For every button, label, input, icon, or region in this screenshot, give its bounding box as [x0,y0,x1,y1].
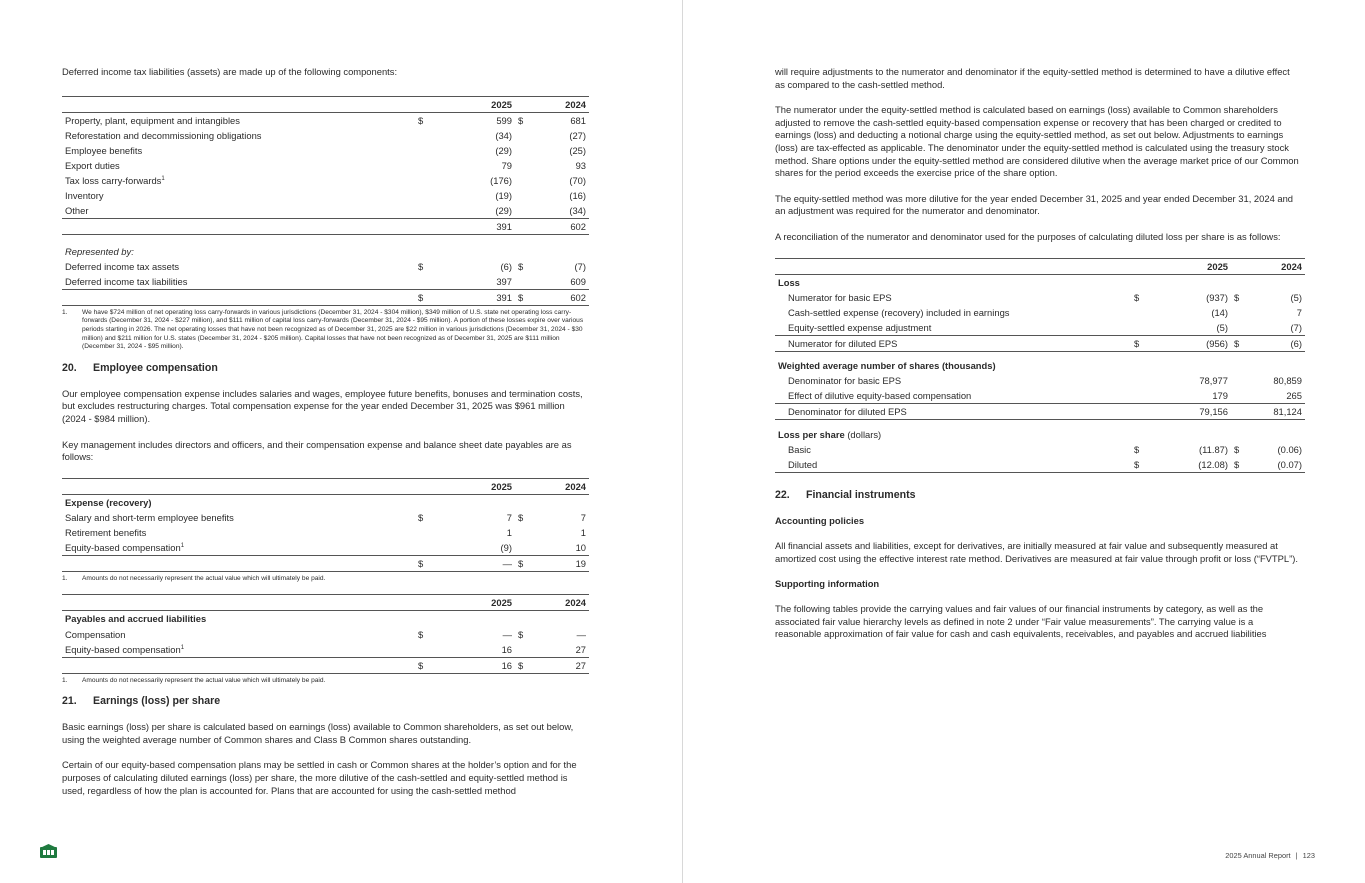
right-page [683,0,1365,883]
table-row: Employee benefits (29) (25) [65,144,586,156]
right-column [775,66,1302,654]
footnote: 1. Amounts do not necessarily represent the actual value which will ultimately be paid. [62,676,326,684]
year-header: 2025 [433,478,515,494]
table-row: Salary and short-term employee benefits $ 7 $ 7 [65,511,586,523]
left-column [62,66,589,810]
table-row: Expense (recovery) [65,496,152,508]
table-row: Equity-based compensation$^1$ 16 27 [65,643,586,655]
left-page [0,0,682,883]
subheading: Accounting policies [775,515,865,527]
year-header: 2024 [533,595,589,611]
table-row: Retirement benefits 1 1 [65,526,586,538]
section-heading: 20. Employee compensation [62,361,218,374]
paragraph: All financial assets and liabilities, except for derivatives, are initially measured at fair value and subsequently measured at amortized cost using the effective interest rate method. Derivatives are measured at fair value through profit or loss (“FVTPL”). [775,540,1298,564]
footnote-marker: 1 [180,542,185,549]
table-total-row: $ — $ 19 [62,555,589,571]
table-total-row: $ 16 $ 27 [62,657,589,673]
page-footer [1225,851,1315,860]
footnote-marker: 1 [161,175,165,182]
paragraph: Our employee compensation expense includes salaries and wages, employee future benefits, bonuses and termination costs, but excludes restructuring charges. Total compensation expense for the year ended December 31, 2025 was $961 million (2024 - $984 million). [62,387,583,424]
table-row: Payables and accrued liabilities [65,613,207,625]
table-row: Denominator for basic EPS 78,977 80,859 [788,375,1302,387]
table-row: Numerator for basic EPS $ (937) $ (5) [788,291,1302,303]
table-total-row: Denominator for diluted EPS 79,156 81,124 [775,404,1305,420]
table-row: Other (29) (34) [65,205,586,217]
year-header: 2024 [533,478,589,494]
page-number: 123 [1302,851,1315,860]
year-header: 2024 [533,96,589,112]
table-row: Tax loss carry-forwards$^1$ (176) (70) [65,174,586,186]
year-header: 2025 [1149,258,1231,274]
compensation-expense-table [62,478,589,572]
footnote-marker: 1 [180,644,185,651]
table-row: Equity-settled expense adjustment (5) (7) [788,321,1302,333]
paragraph: The equity-settled method was more dilutive for the year ended December 31, 2025 and year ended December 31, 2024 and an adjustment was required for the numerator and denominator. [775,192,1294,217]
table-row: Basic $ (11.87) $ (0.06) [788,444,1302,456]
footer-separator: | [1295,851,1298,860]
year-header: 2024 [1249,258,1305,274]
paragraph: will require adjustments to the numerator and denominator if the equity-settled method is determined to have a dilutive effect as compared to the cash-settled method. [775,66,1290,90]
paragraph: The following tables provide the carrying values and fair values of our financial instruments by category, as well as the associated fair value hierarchy levels as defined in note 2 under “Fair value measurements”. The carrying value is a reasonable approximation of fair value for cash and cash equivalents, receivables, and payables and accrued liabilities [775,603,1267,640]
table-row: Deferred income tax liabilities 397 609 [65,275,586,287]
deferred-tax-table [62,96,589,306]
year-header: 2025 [433,595,515,611]
table-row: Loss [778,276,800,288]
table-row: Diluted $ (12.08) $ (0.07) [775,457,1305,473]
footnote: 1. We have $724 million of net operating loss carry-forwards in various jurisdictions (December 31, 2024 - $304 million), $349 million of U.S. state net operating loss carry-forwards (December 31, 2024 - $227 million), and $111 million of capital loss carry-forwards (December 31, 2024 - $95 million). A portion of these losses expire over various periods starting in 2026. The net operating losses that have not been recognized as of December 31, 2025 are $22 million in various jurisdictions (December 31, 2024 - $30 million) and $211 million for U.S. states (December 31, 2024 - $205 million). Capital losses that have not been recognized as of December 31, 2025 are $111 million (December 31, 2024 - $95 million). [62,308,584,351]
year-header: 2025 [433,96,515,112]
table-row: Reforestation and decommissioning obligations (34) (27) [65,129,586,141]
table-row: Inventory (19) (16) [65,190,586,202]
table-row: Equity-based compensation$^1$ (9) 10 [65,541,586,553]
company-logo-icon [40,844,57,858]
section-heading: 22. Financial instruments [775,489,916,502]
paragraph: Key management includes directors and officers, and their compensation expense and balance sheet date payables are as follows: [62,438,572,463]
table-row [62,244,589,259]
table-row: Effect of dilutive equity-based compensation 179 265 [788,390,1302,402]
table-total-row: Numerator for diluted EPS $ (956) $ (6) [775,335,1305,351]
deferred-tax-intro: Deferred income tax liabilities (assets) are made up of the following components: [62,66,398,77]
table-row: Deferred income tax assets $ (6) $ (7) [65,260,586,272]
table-row: Weighted average number of shares (thousands) [778,360,996,372]
table-total-row: $ 391 $ 602 [62,289,589,305]
table-total-row: 391 602 [62,219,589,235]
table-row: Export duties 79 93 [65,159,586,171]
footnote: 1. Amounts do not necessarily represent the actual value which will ultimately be paid. [62,574,326,582]
paragraph: The numerator under the equity-settled method is calculated based on earnings (loss) available to Common shareholders adjusted to remove the cash-settled equity-based compensation expense or recovery that has been charged or credited to earnings (loss) and deducting a notional charge using the equity-settled method, as set out below. Adjustments to earnings (loss) are tax-effected as applicable. The denominator under the equity-settled method is calculated using the treasury stock method. Share options under the equity-settled method are considered dilutive when the average market price of our Common shares for the period exceeds the exercise price of the share option. [775,104,1299,179]
table-row: Cash-settled expense (recovery) included in earnings (14) 7 [788,306,1302,318]
table-row: Property, plant, equipment and intangibles $ 599 $ 681 [65,114,586,126]
section-heading: 21. Earnings (loss) per share [62,695,221,708]
paragraph: Basic earnings (loss) per share is calculated based on earnings (loss) available to Common shareholders, as set out below, using the weighted average number of Common shares and Class B Common shares outstanding. [62,721,574,745]
compensation-payables-table [62,594,589,673]
represented-by-label: Represented by: [65,245,134,257]
paragraph: Certain of our equity-based compensation plans may be settled in cash or Common shares at the holder’s option and for the purposes of calculating diluted earnings (loss) per share, the more dilutive of the cash-settled and equity-settled method is used, regardless of how the plan is accounted for. Plans that are accounted for using the cash-settled method [62,759,577,796]
table-row: Loss per share (dollars) [778,428,882,440]
eps-reconciliation-table [775,258,1305,474]
table-row: Compensation $ — $ — [65,628,586,640]
subheading: Supporting information [775,578,880,590]
report-title: 2025 Annual Report [1225,851,1291,860]
paragraph: A reconciliation of the numerator and denominator used for the purposes of calculating diluted loss per share is as follows: [775,230,1281,242]
